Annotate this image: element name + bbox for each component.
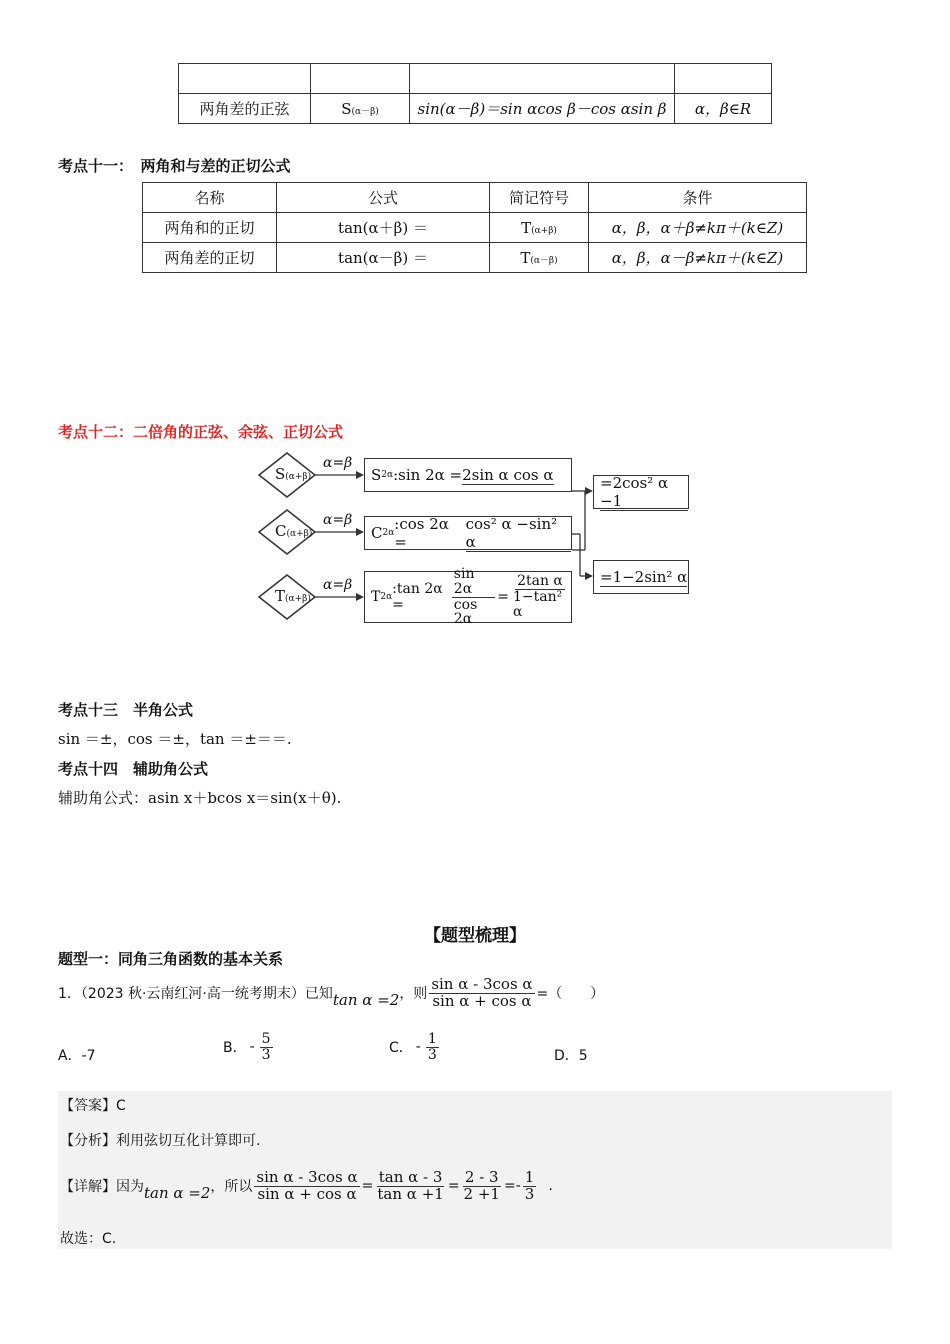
box-cos-result: =2cos² α −1 xyxy=(593,475,689,509)
top-row-symbol: S(α－β) xyxy=(311,94,410,124)
row2-cond: α，β，α－β≠kπ＋(k∈Z) xyxy=(589,243,807,273)
top-table-empty-cell xyxy=(675,64,772,94)
th-symbol: 简记符号 xyxy=(490,183,589,213)
answer-line: 【答案】C xyxy=(60,1098,126,1114)
row2-formula: tan(α－β) ＝ xyxy=(277,243,490,273)
section11-title: 考点十一： 两角和与差的正切公式 xyxy=(58,157,291,175)
option-b[interactable]: B． - $\frac{5}{3}$ xyxy=(223,1031,271,1063)
tangent-table xyxy=(142,182,807,273)
section14-title: 考点十四 辅助角公式 xyxy=(58,760,209,778)
section14-line: 辅助角公式：asin x＋bcos x＝sin(x＋θ). xyxy=(58,789,342,807)
top-table xyxy=(178,63,772,124)
row1-name: 两角和的正切 xyxy=(143,213,277,243)
top-table-empty-cell xyxy=(311,64,410,94)
review-title: 【题型梳理】 xyxy=(424,926,526,946)
arrow-label-3: α=β xyxy=(323,577,353,593)
section13-line: sin ＝±，cos ＝±，tan ＝±＝＝. xyxy=(58,730,292,748)
box-sin-result: =1−2sin² α xyxy=(593,560,689,594)
analysis-line: 【分析】利用弦切互化计算即可. xyxy=(60,1133,261,1149)
top-table-empty-cell xyxy=(179,64,311,94)
arrow-label-2: α=β xyxy=(323,512,353,528)
row1-symbol: T(α+β) xyxy=(490,213,589,243)
option-c[interactable]: C． - $\frac{1}{3}$ xyxy=(389,1031,437,1063)
row1-cond: α，β，α＋β≠kπ＋(k∈Z) xyxy=(589,213,807,243)
conclusion-line: 故选：C. xyxy=(60,1231,117,1247)
question-1: 1．（2023 秋·云南红河·高一统考期末）已知 tan α =2 ，则 $\frac{\text{sin α - 3cos α}}{\text{sin α + cos α}}$ =（ ） xyxy=(58,974,605,1010)
section13-title: 考点十三 半角公式 xyxy=(58,701,194,719)
section12-title: 考点十二：二倍角的正弦、余弦、正切公式 xyxy=(58,423,344,441)
box-cos2a: C 2α :cos 2α = cos² α −sin² α xyxy=(364,516,572,550)
diamond-t-label: T(α+β) xyxy=(275,587,311,605)
top-row-formula: sin(α－β)＝sin αcos β－cos αsin β xyxy=(410,94,675,124)
row2-name: 两角差的正切 xyxy=(143,243,277,273)
box-sin2a: S 2α :sin 2α = 2sin α cos α xyxy=(364,458,572,492)
th-name: 名称 xyxy=(143,183,277,213)
th-formula: 公式 xyxy=(277,183,490,213)
detail-line: 【详解】因为 tan α =2 ，所以 $\frac{\text{sin α - 3cos α}}{\text{sin α + cos α}}$ = $\frac{\text{tan α - 3}}{\text{tan α +1}}$ = $\frac{2 - 3}{2 +1}$ =- $\frac{1}{3}$ . xyxy=(60,1167,553,1203)
option-d[interactable]: D．5 xyxy=(554,1048,588,1064)
type1-title: 题型一：同角三角函数的基本关系 xyxy=(58,950,284,968)
diamond-c-label: C(α+β) xyxy=(275,522,313,540)
arrow-label-1: α=β xyxy=(323,455,353,471)
box-tan2a: T 2α :tan 2α = $\frac{\sin 2\alpha}{\cos 2\alpha}$ = $\frac{\text{2tan α}}{\text{1−tan² α}}$ xyxy=(364,571,572,623)
top-row-name: 两角差的正弦 xyxy=(179,94,311,124)
double-angle-diagram xyxy=(255,450,695,628)
row1-formula: tan(α＋β) ＝ xyxy=(277,213,490,243)
th-cond: 条件 xyxy=(589,183,807,213)
option-a[interactable]: A．-7 xyxy=(58,1048,96,1064)
row2-symbol: T(α－β) xyxy=(490,243,589,273)
top-table-empty-cell xyxy=(410,64,675,94)
top-row-cond: α，β∈R xyxy=(675,94,772,124)
diamond-s-label: S(α+β) xyxy=(275,465,312,483)
